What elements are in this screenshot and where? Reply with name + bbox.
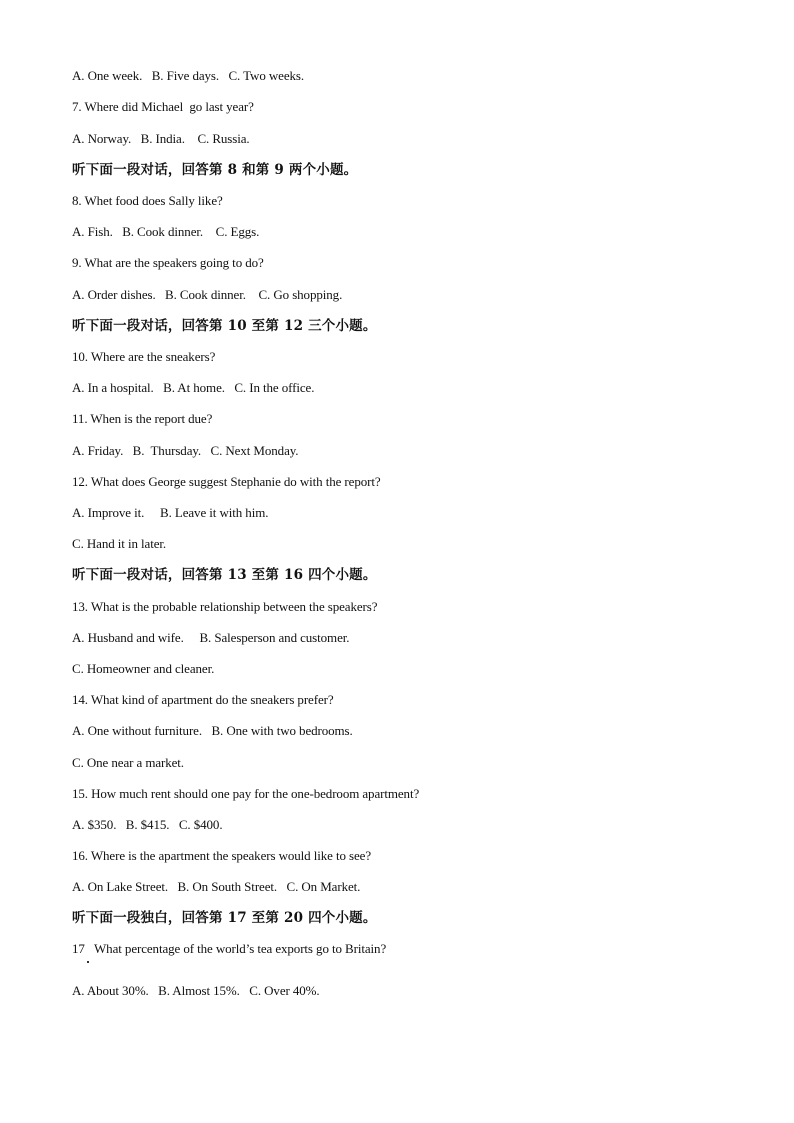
section-heading-10-12: 听下面一段对话，回答第 10 至第 12 三个小题。 [72,318,377,334]
q10-question: 10. Where are the sneakers? [72,349,216,364]
q13-question: 13. What is the probable relationship between the speakers? [72,599,378,614]
q9-options: A. Order dishes. B. Cook dinner. C. Go shopping. [72,287,343,302]
stray-dot-mark [87,961,89,963]
q14-question: 14. What kind of apartment do the sneakers prefer? [72,692,334,707]
q14-options-ab: A. One without furniture. B. One with two bedrooms. [72,723,353,738]
q12-options-ab: A. Improve it. B. Leave it with him. [72,505,269,520]
q7-question: 7. Where did Michael go last year? [72,99,254,114]
q13-option-c: C. Homeowner and cleaner. [72,661,215,676]
q6-options: A. One week. B. Five days. C. Two weeks. [72,68,305,83]
q7-options: A. Norway. B. India. C. Russia. [72,131,250,146]
q16-question: 16. Where is the apartment the speakers would like to see? [72,848,371,863]
q14-option-c: C. One near a market. [72,755,184,770]
q17-question: 17 What percentage of the world’s tea exports go to Britain? [72,941,387,956]
section-heading-13-16: 听下面一段对话，回答第 13 至第 16 四个小题。 [72,567,377,583]
q15-options: A. $350. B. $415. C. $400. [72,817,223,832]
q11-question: 11. When is the report due? [72,411,213,426]
q13-options-ab: A. Husband and wife. B. Salesperson and customer. [72,630,350,645]
q8-options: A. Fish. B. Cook dinner. C. Eggs. [72,224,260,239]
q10-options: A. In a hospital. B. At home. C. In the office. [72,380,315,395]
q15-question: 15. How much rent should one pay for the one-bedroom apartment? [72,786,420,801]
q16-options: A. On Lake Street. B. On South Street. C. On Market. [72,879,361,894]
q17-options: A. About 30%. B. Almost 15%. C. Over 40%. [72,983,320,998]
section-heading-8-9: 听下面一段对话，回答第 8 和第 9 两个小题。 [72,162,358,178]
q8-question: 8. Whet food does Sally like? [72,193,223,208]
q12-question: 12. What does George suggest Stephanie do with the report? [72,474,381,489]
q11-options: A. Friday. B. Thursday. C. Next Monday. [72,443,299,458]
q12-option-c: C. Hand it in later. [72,536,167,551]
section-heading-17-20: 听下面一段独白，回答第 17 至第 20 四个小题。 [72,910,377,926]
q9-question: 9. What are the speakers going to do? [72,255,264,270]
